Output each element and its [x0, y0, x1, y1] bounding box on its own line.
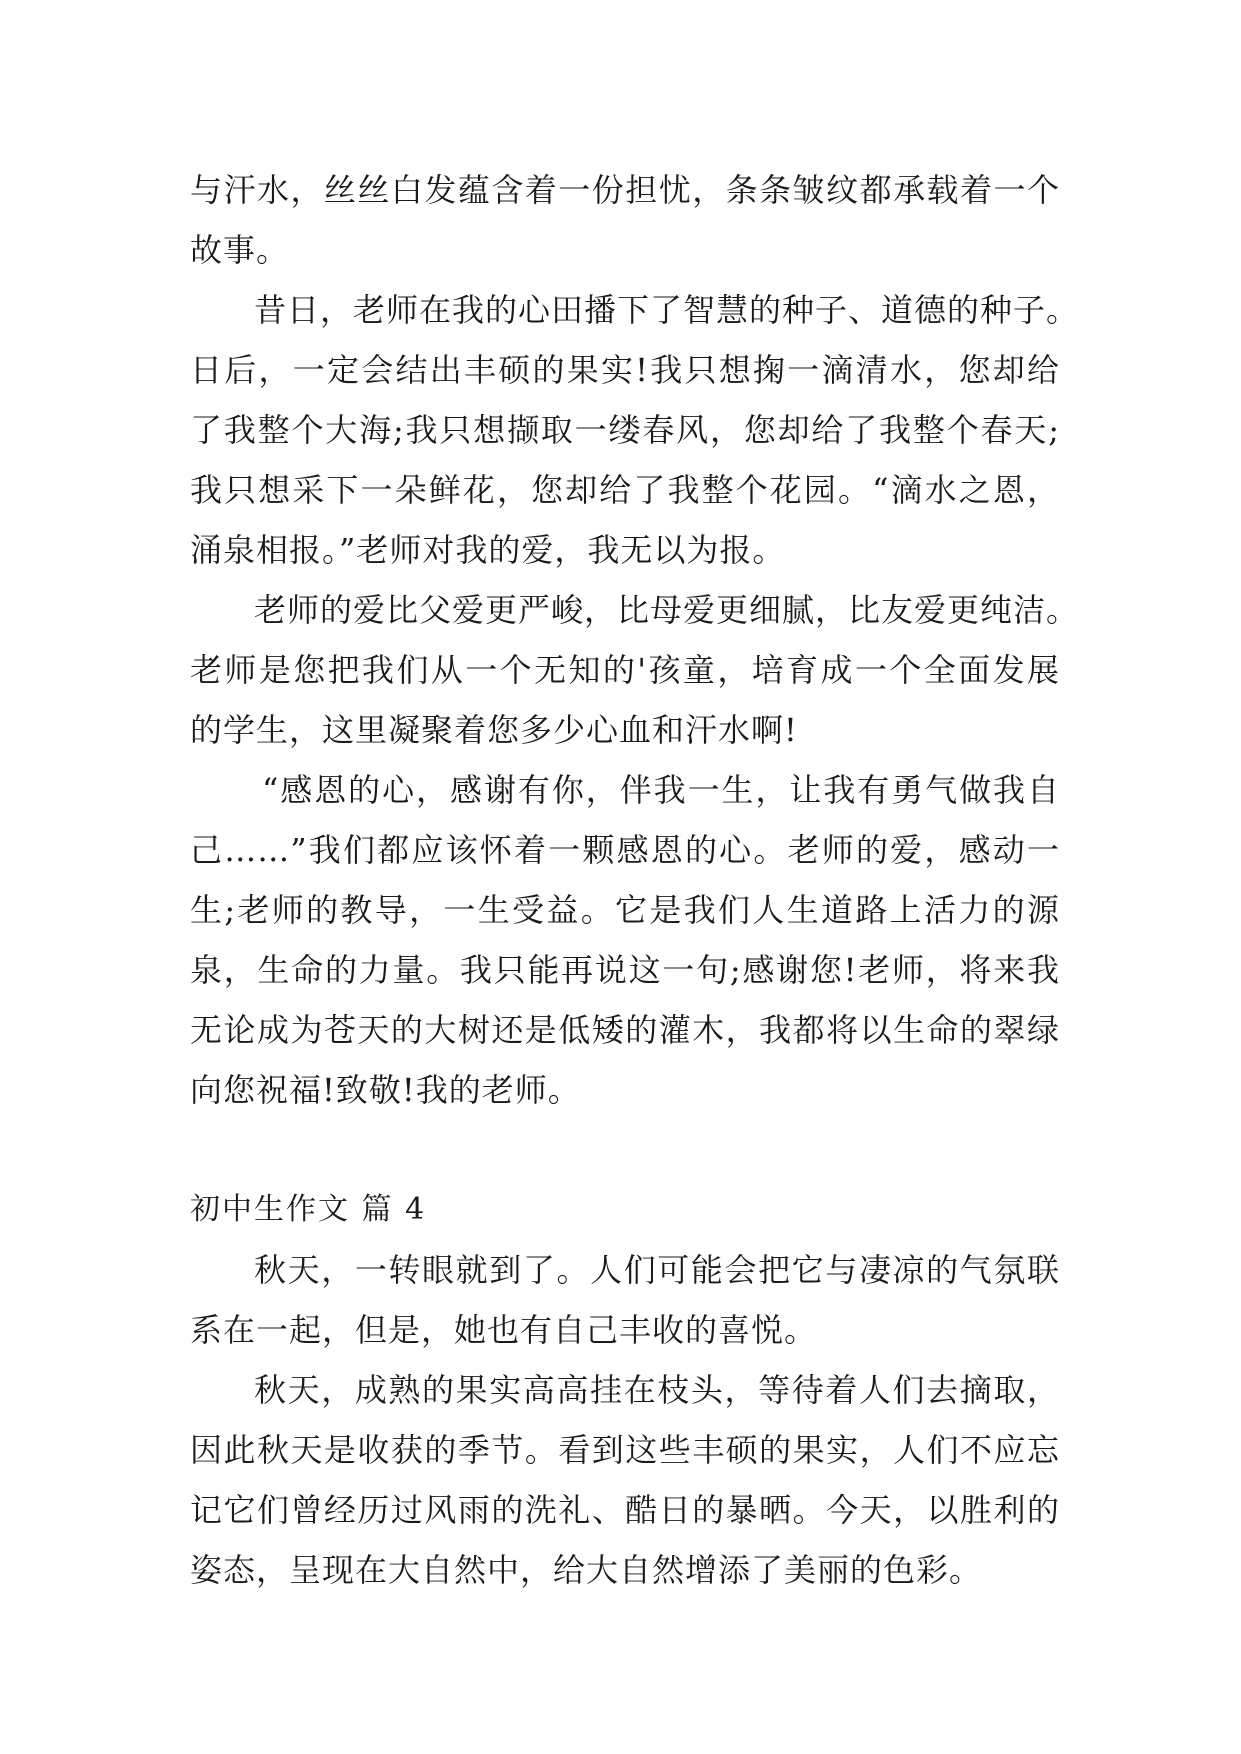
text-line: 无论成为苍天的大树还是低矮的灌木，我都将以生命的翠绿: [190, 1011, 1060, 1049]
paragraph: [190, 160, 1060, 280]
paragraph: [190, 760, 1060, 1120]
paragraph: [190, 1360, 1060, 1600]
paragraph: [190, 1240, 1060, 1360]
text-line: 向您祝福!致敬!我的老师。: [190, 1071, 581, 1109]
text-line: 泉，生命的力量。我只能再说这一句;感谢您!老师，将来我: [190, 951, 1060, 989]
text-line: 与汗水，丝丝白发蕴含着一份担忧，条条皱纹都承载着一个: [190, 171, 1060, 209]
text-line: 了我整个大海;我只想撷取一缕春风，您却给了我整个春天;: [190, 411, 1060, 449]
text-line: 生;老师的教导，一生受益。它是我们人生道路上活力的源: [190, 891, 1060, 929]
text-line: 系在一起，但是，她也有自己丰收的喜悦。: [190, 1311, 818, 1349]
text-line: 秋天，一转眼就到了。人们可能会把它与凄凉的气氛联: [254, 1251, 1060, 1289]
text-line: 秋天，成熟的果实高高挂在枝头，等待着人们去摘取，: [254, 1371, 1060, 1409]
text-line: 老师是您把我们从一个无知的'孩童，培育成一个全面发展: [190, 651, 1060, 689]
section-heading: 初中生作文 篇 4: [190, 1192, 427, 1227]
paragraph: [190, 280, 1080, 580]
text-line: 老师的爱比父爱更严峻，比母爱更细腻，比友爱更纯洁。: [254, 591, 1080, 629]
text-line: 故事。: [190, 231, 290, 269]
text-line: 昔日，老师在我的心田播下了智慧的种子、道德的种子。: [254, 291, 1080, 329]
document-page: [190, 160, 1080, 1600]
paragraph: [190, 580, 1080, 760]
text-line: 因此秋天是收获的季节。看到这些丰硕的果实，人们不应忘: [190, 1431, 1060, 1469]
text-line: 记它们曾经历过风雨的洗礼、酷日的暴晒。今天，以胜利的: [190, 1491, 1060, 1529]
text-line: 日后，一定会结出丰硕的果实!我只想掬一滴清水，您却给: [190, 351, 1060, 389]
text-line: “感恩的心，感谢有你，伴我一生，让我有勇气做我自: [262, 771, 1060, 809]
text-line: 姿态，呈现在大自然中，给大自然增添了美丽的色彩。: [190, 1551, 983, 1589]
text-line: 己……”我们都应该怀着一颗感恩的心。老师的爱，感动一: [190, 831, 1060, 869]
text-line: 涌泉相报。”老师对我的爱，我无以为报。: [190, 531, 786, 569]
text-line: 的学生，这里凝聚着您多少心血和汗水啊!: [190, 711, 798, 749]
text-line: 我只想采下一朵鲜花，您却给了我整个花园。“滴水之恩，: [190, 471, 1060, 509]
